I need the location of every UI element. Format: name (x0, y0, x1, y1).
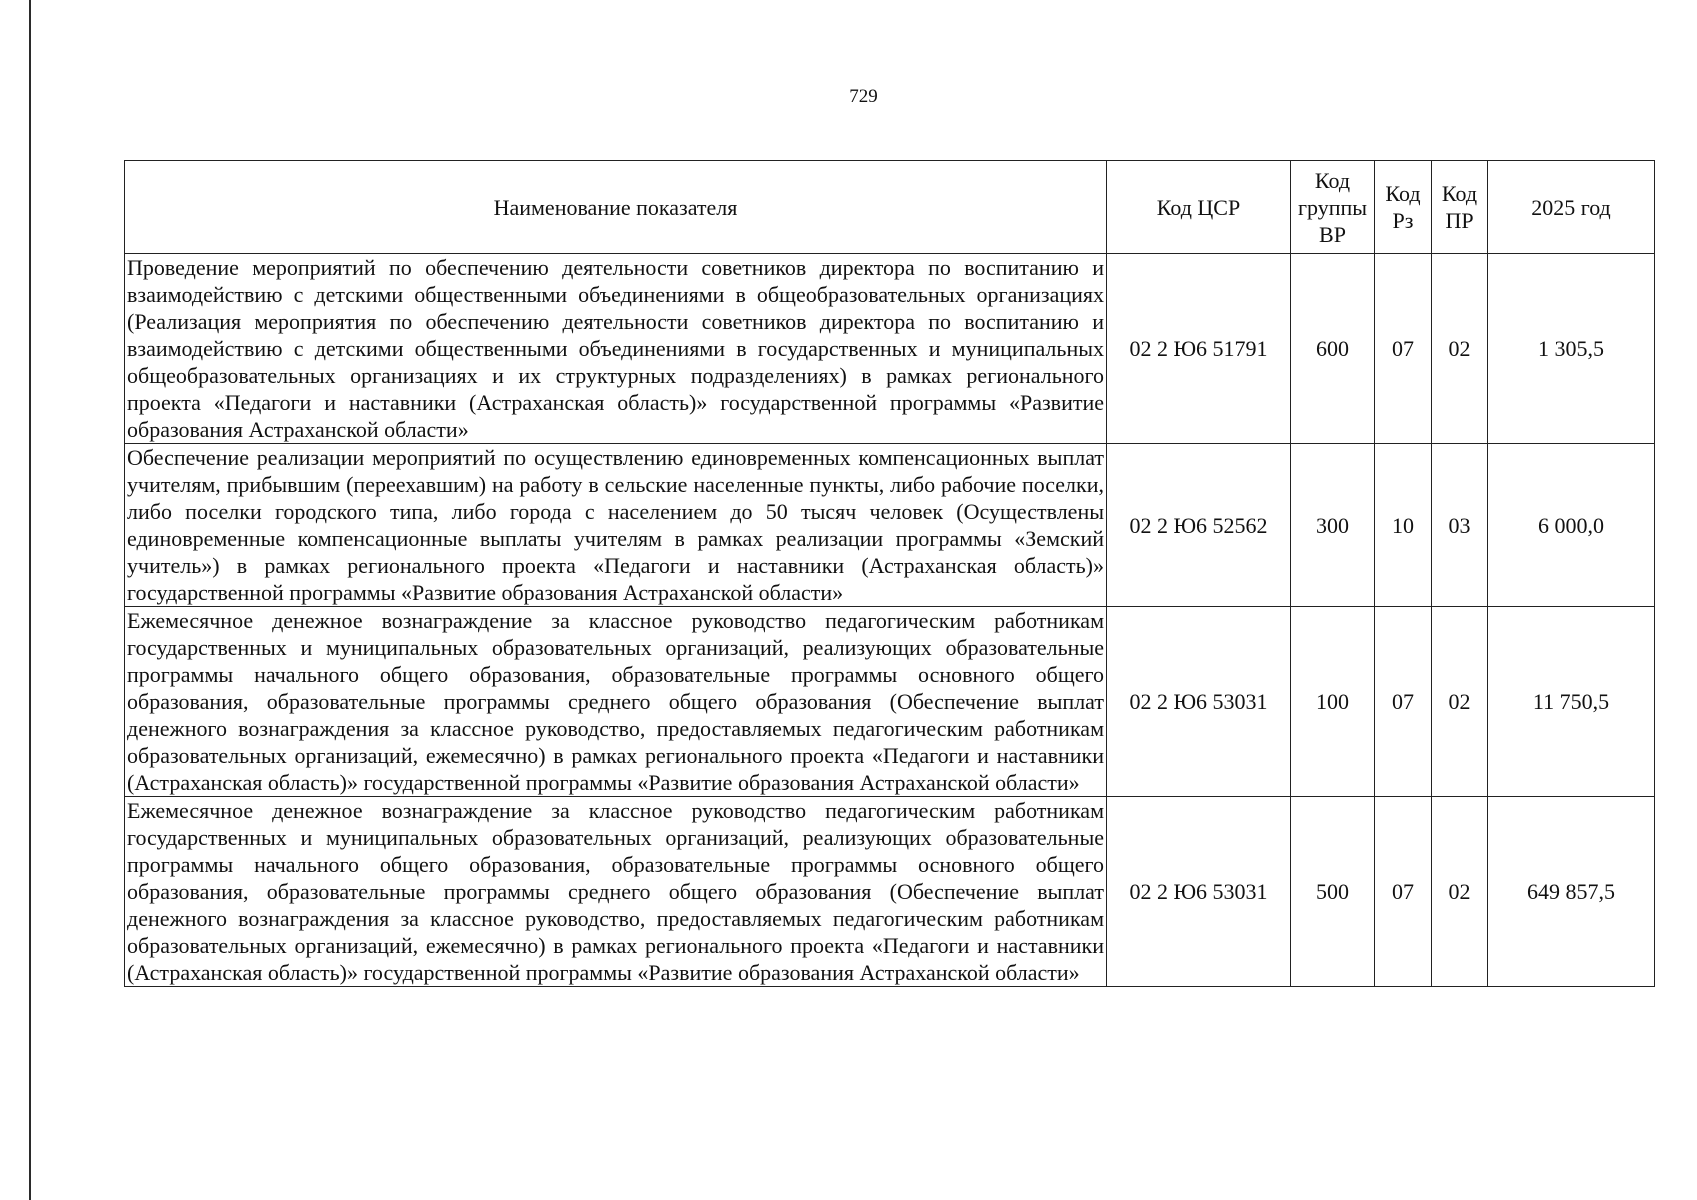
csr-code-cell: 02 2 Ю6 53031 (1107, 607, 1291, 797)
table-row (125, 444, 1655, 607)
csr-code-cell: 02 2 Ю6 53031 (1107, 797, 1291, 987)
indicator-name-cell: Ежемесячное денежное вознаграждение за классное руководство педагогическим работникам государственных и муниципальных образовательных организаций, реализующих образовательные программы начального общего образования, образовательные программы основного общего образования, образовательные программы среднего общего образования (Обеспечение выплат денежного вознаграждения за классное руководство, предоставляемых педагогическим работникам образовательных организаций, ежемесячно) в рамках регионального проекта «Педагоги и наставники (Астраханская область)» государственной программы «Развитие образования Астраханской области» (125, 797, 1107, 987)
indicator-name-cell: Проведение мероприятий по обеспечению деятельности советников директора по воспитанию и взаимодействию с детскими общественными объединениями в общеобразовательных организациях (Реализация мероприятия по обеспечению деятельности советников директора по воспитанию и взаимодействию с детскими общественными объединениями в государственных и муниципальных общеобразовательных организациях и их структурных подразделениях) в рамках регионального проекта «Педагоги и наставники (Астраханская область)» государственной программы «Развитие образования Астраханской области» (125, 254, 1107, 444)
header-indicator-name: Наименование показателя (125, 161, 1107, 254)
budget-table (124, 160, 1655, 987)
indicator-name-cell: Обеспечение реализации мероприятий по осуществлению единовременных компенсационных выплат учителям, прибывшим (переехавшим) на работу в сельские населенные пункты, либо рабочие поселки, либо поселки городского типа, либо города с населением до 50 тысяч человек (Осуществлены единовременные компенсационные выплаты учителям в рамках реализации программы «Земский учитель») в рамках регионального проекта «Педагоги и наставники (Астраханская область)» государственной программы «Развитие образования Астраханской области» (125, 444, 1107, 607)
pr-code-cell: 03 (1432, 444, 1488, 607)
header-year-2025: 2025 год (1488, 161, 1655, 254)
csr-code-cell: 02 2 Ю6 51791 (1107, 254, 1291, 444)
indicator-name-cell: Ежемесячное денежное вознаграждение за классное руководство педагогическим работникам государственных и муниципальных образовательных организаций, реализующих образовательные программы начального общего образования, образовательные программы основного общего образования, образовательные программы среднего общего образования (Обеспечение выплат денежного вознаграждения за классное руководство, предоставляемых педагогическим работникам образовательных организаций, ежемесячно) в рамках регионального проекта «Педагоги и наставники (Астраханская область)» государственной программы «Развитие образования Астраханской области» (125, 607, 1107, 797)
vr-code-cell: 100 (1291, 607, 1375, 797)
table-row (125, 607, 1655, 797)
table-row (125, 797, 1655, 987)
header-csr-code: Код ЦСР (1107, 161, 1291, 254)
table-header-row (125, 161, 1655, 254)
amount-2025-cell: 1 305,5 (1488, 254, 1655, 444)
rz-code-cell: 07 (1375, 607, 1432, 797)
pr-code-cell: 02 (1432, 254, 1488, 444)
header-vr-code: Код группы ВР (1291, 161, 1375, 254)
binding-margin-line (29, 0, 31, 1200)
amount-2025-cell: 6 000,0 (1488, 444, 1655, 607)
vr-code-cell: 300 (1291, 444, 1375, 607)
rz-code-cell: 10 (1375, 444, 1432, 607)
table-row (125, 254, 1655, 444)
vr-code-cell: 500 (1291, 797, 1375, 987)
pr-code-cell: 02 (1432, 797, 1488, 987)
amount-2025-cell: 11 750,5 (1488, 607, 1655, 797)
pr-code-cell: 02 (1432, 607, 1488, 797)
csr-code-cell: 02 2 Ю6 52562 (1107, 444, 1291, 607)
header-pr-code: Код ПР (1432, 161, 1488, 254)
amount-2025-cell: 649 857,5 (1488, 797, 1655, 987)
vr-code-cell: 600 (1291, 254, 1375, 444)
rz-code-cell: 07 (1375, 254, 1432, 444)
page-number: 729 (849, 86, 878, 107)
rz-code-cell: 07 (1375, 797, 1432, 987)
header-rz-code: Код Рз (1375, 161, 1432, 254)
